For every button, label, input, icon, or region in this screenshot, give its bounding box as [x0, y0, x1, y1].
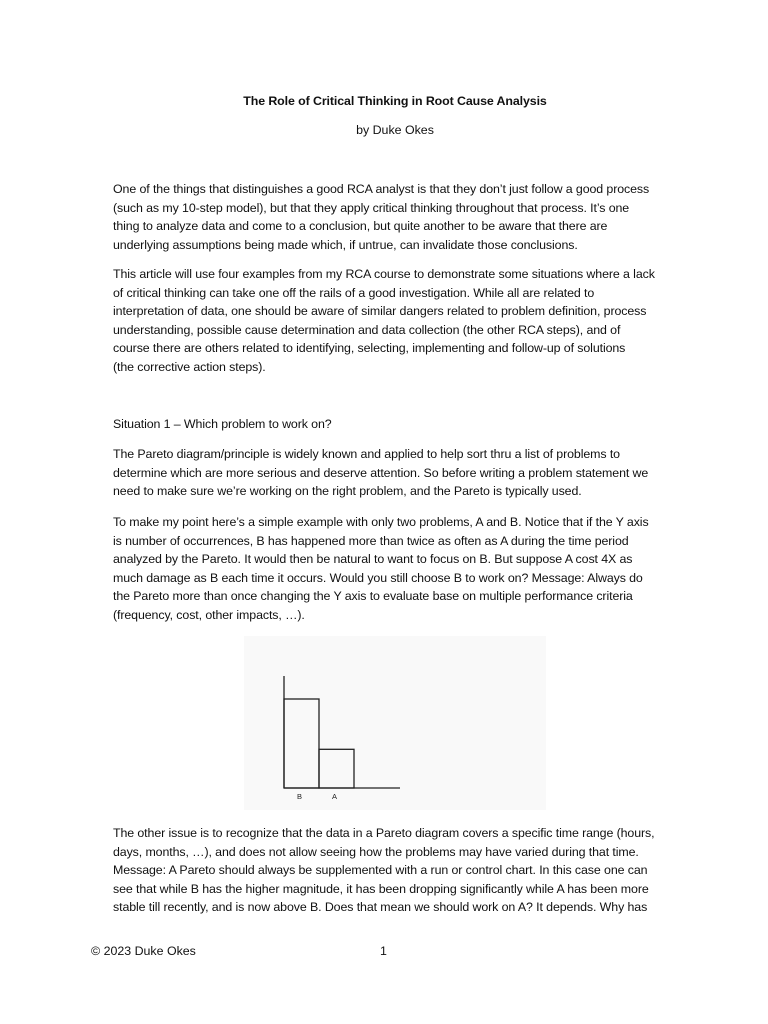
intro-paragraph-2 — [113, 265, 683, 376]
text-line: analyzed by the Pareto. It would then be natural to want to focus on B. But suppose A cost 4X as — [113, 552, 633, 566]
text-line: much damage as B each time it occurs. Would you still choose B to work on? Message: Always do — [113, 570, 643, 585]
pareto-chart — [244, 636, 546, 810]
situation-heading — [113, 415, 683, 434]
text-line: One of the things that distinguishes a good RCA analyst is that they don’t just follow a good process — [113, 182, 650, 196]
text-line: This article will use four examples from my RCA course to demonstrate some situations where a lack — [113, 267, 655, 281]
text-line: see that while B has the higher magnitude, it has been dropping significantly while A has been more — [113, 881, 649, 896]
text-line: Message: A Pareto should always be supplemented with a run or control chart. In this case one can — [113, 863, 648, 877]
pareto-category-label: A — [331, 792, 338, 801]
text-line: the Pareto more than once changing the Y axis to evaluate base on multiple performance criteria — [113, 589, 633, 603]
document-byline: by Duke Okes — [356, 123, 434, 137]
pareto-bar-b — [284, 699, 319, 788]
text-line: is number of occurrences, B has happened more than twice as often as A during the time period — [113, 533, 629, 548]
text-line: The Pareto diagram/principle is widely known and applied to help sort thru a list of problems to — [113, 447, 620, 461]
text-line: course there are others related to identifying, selecting, implementing and follow-up of solutions — [113, 341, 626, 355]
text-line: thing to analyze data and come to a conclusion, but quite another to be aware that there are — [113, 219, 608, 233]
text-line: interpretation of data, one should be aware of similar dangers related to problem definition, process — [113, 304, 647, 318]
document-title: The Role of Critical Thinking in Root Cause Analysis — [243, 94, 547, 108]
text-line: To make my point here’s a simple example with only two problems, A and B. Notice that if the Y axis — [113, 515, 649, 529]
text-line: determine which are more serious and deserve attention. So before writing a problem statement we — [113, 465, 649, 480]
pareto-paragraph-1 — [113, 445, 683, 501]
text-line: of critical thinking can take one off the rails of a good investigation. While all are related to — [113, 285, 595, 300]
section-heading: Situation 1 – Which problem to work on? — [113, 417, 332, 431]
pareto-paragraph-2 — [113, 513, 683, 624]
text-line: days, months, …), and does not allow seeing how the problems may have varied during that time. — [113, 844, 639, 859]
text-line: underlying assumptions being made which, if untrue, can invalidate those conclusions. — [113, 237, 578, 252]
text-line: (such as my 10-step model), but that they apply critical thinking throughout that process. It’s one — [113, 200, 630, 215]
footer-copyright: © 2023 Duke Okes — [91, 944, 196, 958]
intro-paragraph-1 — [113, 180, 683, 254]
text-line: (the corrective action steps). — [113, 359, 266, 374]
other-issue-paragraph — [113, 824, 683, 917]
text-line: The other issue is to recognize that the data in a Pareto diagram covers a specific time range (hours, — [113, 826, 655, 840]
text-line: need to make sure we’re working on the right problem, and the Pareto is typically used. — [113, 484, 582, 498]
pareto-category-label: B — [296, 792, 303, 801]
pareto-figure — [244, 636, 546, 810]
pareto-bar-a — [319, 749, 354, 788]
text-line: (frequency, cost, other impacts, …). — [113, 607, 305, 622]
text-line: understanding, possible cause determination and data collection (the other RCA steps), and of — [113, 322, 621, 337]
page-number: 1 — [380, 944, 387, 958]
text-line: stable till recently, and is now above B. Does that mean we should work on A? It depends. Why has — [113, 900, 648, 914]
